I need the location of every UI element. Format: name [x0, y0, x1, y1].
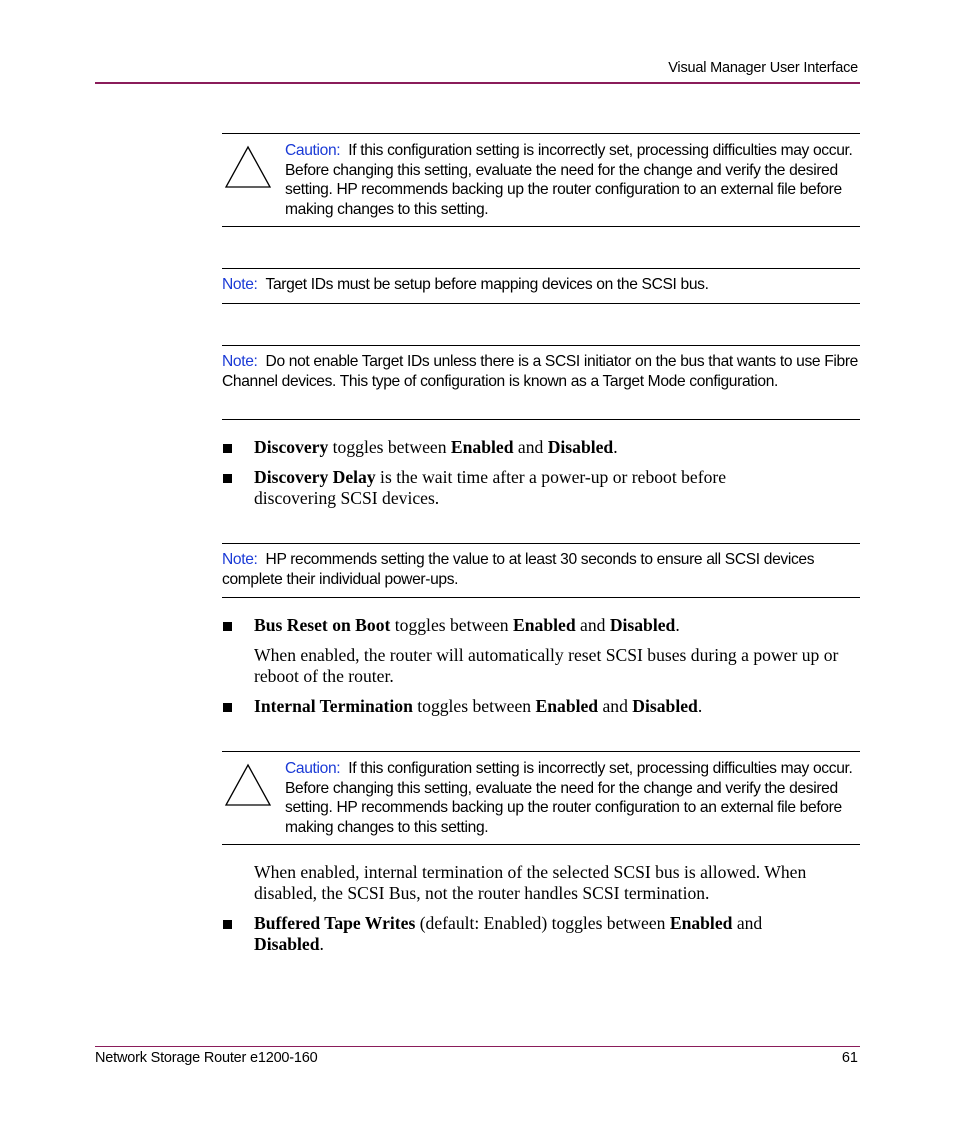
bullet-buffered-tape-writes [254, 913, 834, 955]
bullet-marker [223, 474, 232, 483]
note-text-2 [222, 352, 858, 391]
text: . [319, 934, 324, 954]
text: . [613, 437, 618, 457]
term: Bus Reset on Boot [254, 615, 391, 635]
option-disabled: Disabled [547, 437, 614, 457]
bullet-bus-reset [254, 615, 859, 636]
caution-label: Caution: [285, 142, 341, 159]
note-box-1 [222, 268, 860, 304]
bullet-discovery [254, 437, 859, 458]
text: and [575, 615, 610, 635]
bullet-marker [223, 703, 232, 712]
term: Discovery [254, 437, 329, 457]
bullet-marker [223, 920, 232, 929]
note-label: Note: [222, 353, 258, 370]
option-disabled: Disabled [632, 696, 698, 716]
text: . [697, 696, 703, 716]
bullet-internal-termination [254, 696, 859, 717]
caution-box-2 [222, 751, 860, 845]
option-disabled: Disabled [609, 615, 676, 635]
option-enabled: Enabled [535, 696, 599, 716]
text: . [675, 615, 680, 635]
text: and [513, 437, 548, 457]
header-rule [95, 82, 860, 84]
text: and [598, 696, 633, 716]
note-message: Do not enable Target IDs unless there is a SCSI initiator on the bus that wants to use Fibre Channel devices. This type of configuration is known as a Target Mode configuration. [222, 353, 859, 390]
bullet-discovery-delay [254, 467, 794, 509]
note-text-1 [222, 275, 858, 295]
caution-message: If this configuration setting is incorrectly set, processing difficulties may occur. Before changing this setting, evaluate the need for the change and verify the desired setting. HP recommends backing up the router configuration to an external file before making changes to this setting. [285, 142, 853, 218]
note-label: Note: [222, 276, 258, 293]
term: Discovery Delay [254, 467, 376, 487]
running-header: Visual Manager User Interface [668, 60, 858, 76]
bullet-marker [223, 622, 232, 631]
caution-label: Caution: [285, 760, 341, 777]
term: Internal Termination [254, 696, 413, 716]
note-text-3 [222, 550, 842, 589]
caution-text-1 [285, 141, 855, 219]
text: toggles between [390, 615, 514, 635]
bus-reset-detail: When enabled, the router will automatically reset SCSI buses during a power up or reboot of the router. [254, 645, 839, 686]
page-number: 61 [841, 1050, 858, 1066]
text: toggles between [328, 437, 451, 457]
note-message: HP recommends setting the value to at least 30 seconds to ensure all SCSI devices complete their individual power-ups. [222, 551, 815, 588]
option-enabled: Enabled [669, 913, 733, 933]
option-enabled: Enabled [513, 615, 576, 635]
term: Buffered Tape Writes [254, 913, 416, 933]
note-box-2 [222, 345, 860, 420]
termination-detail: When enabled, internal termination of the selected SCSI bus is allowed. When disabled, the SCSI Bus, not the router handles SCSI termination. [254, 862, 807, 903]
note-message: Target IDs must be setup before mapping devices on the SCSI bus. [265, 276, 709, 293]
caution-text-2 [285, 759, 855, 837]
caution-box-1 [222, 133, 860, 227]
text: (default: Enabled) toggles between [415, 913, 670, 933]
footer-rule [95, 1046, 860, 1047]
note-label: Note: [222, 551, 258, 568]
text: toggles between [412, 696, 536, 716]
caution-message: If this configuration setting is incorrectly set, processing difficulties may occur. Before changing this setting, evaluate the need for the change and verify the desired setting. HP recommends backing up the router configuration to an external file before making changes to this setting. [285, 760, 853, 836]
note-box-3 [222, 543, 860, 598]
footer-doc-title: Network Storage Router e1200-160 [95, 1050, 318, 1066]
text: is the wait time after a power-up or reboot before discovering SCSI devices. [254, 467, 727, 508]
text: and [732, 913, 763, 933]
bullet-marker [223, 444, 232, 453]
caution-triangle-icon [224, 763, 272, 807]
option-enabled: Enabled [450, 437, 514, 457]
option-disabled: Disabled [254, 934, 320, 954]
caution-triangle-icon [224, 145, 272, 189]
